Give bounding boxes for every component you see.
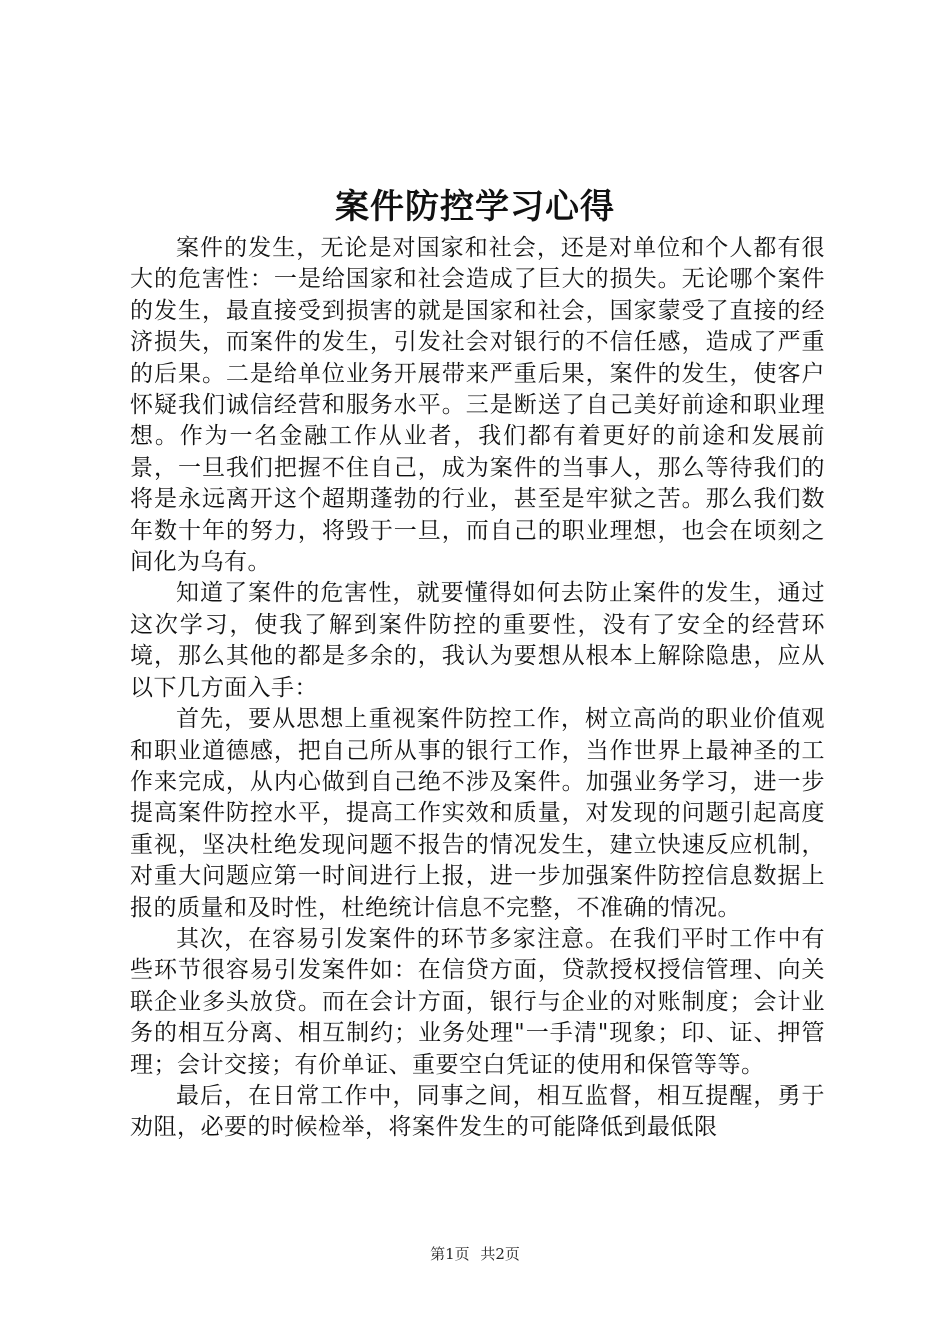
document-title: 案件防控学习心得 (335, 187, 615, 227)
page-footer (0, 1244, 950, 1264)
paragraph-harm: 案件的发生，无论是对国家和社会，还是对单位和个人都有很大的危害性：一是给国家和社会造成了巨大的损失。无论哪个案件的发生，最直接受到损害的就是国家和社会，国家蒙受了直接的经济损失，而案件的发生，引发社会对银行的不信任感，造成了严重的后果。二是给单位业务开展带来严重后果，案件的发生，使客户怀疑我们诚信经营和服务水平。三是断送了自己美好前途和职业理想。作为一名金融工作从业者，我们都有着更好的前途和发展前景，一旦我们把握不住自己，成为案件的当事人，那么等待我们的将是永远离开这个超期蓬勃的行业，甚至是牢狱之苦。那么我们数年数十年的努力，将毁于一旦，而自己的职业理想，也会在顷刻之间化为乌有。 (130, 235, 825, 576)
paragraph-second: 其次，在容易引发案件的环节多家注意。在我们平时工作中有些环节很容易引发案件如：在信贷方面，贷款授权授信管理、向关联企业多头放贷。而在会计方面，银行与企业的对账制度；会计业务的相互分离、相互制约；业务处理"一手清"现象；印、证、押管理；会计交接；有价单证、重要空白凭证的使用和保管等等。 (130, 925, 825, 1078)
page-total: 共2页 (480, 1245, 520, 1263)
paragraph-first: 首先，要从思想上重视案件防控工作，树立高尚的职业价值观和职业道德感，把自己所从事的银行工作，当作世界上最神圣的工作来完成，从内心做到自己绝不涉及案件。加强业务学习，进一步提高案件防控水平，提高工作实效和质量，对发现的问题引起高度重视，坚决杜绝发现问题不报告的情况发生，建立快速反应机制，对重大问题应第一时间进行上报，进一步加强案件防控信息数据上报的质量和及时性，杜绝统计信息不完整，不准确的情况。 (130, 706, 825, 921)
page-number: 第1页 (430, 1245, 470, 1263)
paragraph-last: 最后，在日常工作中，同事之间，相互监督，相互提醒，勇于劝阻，必要的时候检举，将案件发生的可能降低到最低限 (130, 1082, 825, 1141)
paragraph-prevention-intro: 知道了案件的危害性，就要懂得如何去防止案件的发生，通过这次学习，使我了解到案件防控的重要性，没有了安全的经营环境，那么其他的都是多余的，我认为要想从根本上解除隐患，应从以下几方面入手： (130, 580, 825, 701)
document-body (130, 233, 825, 1144)
